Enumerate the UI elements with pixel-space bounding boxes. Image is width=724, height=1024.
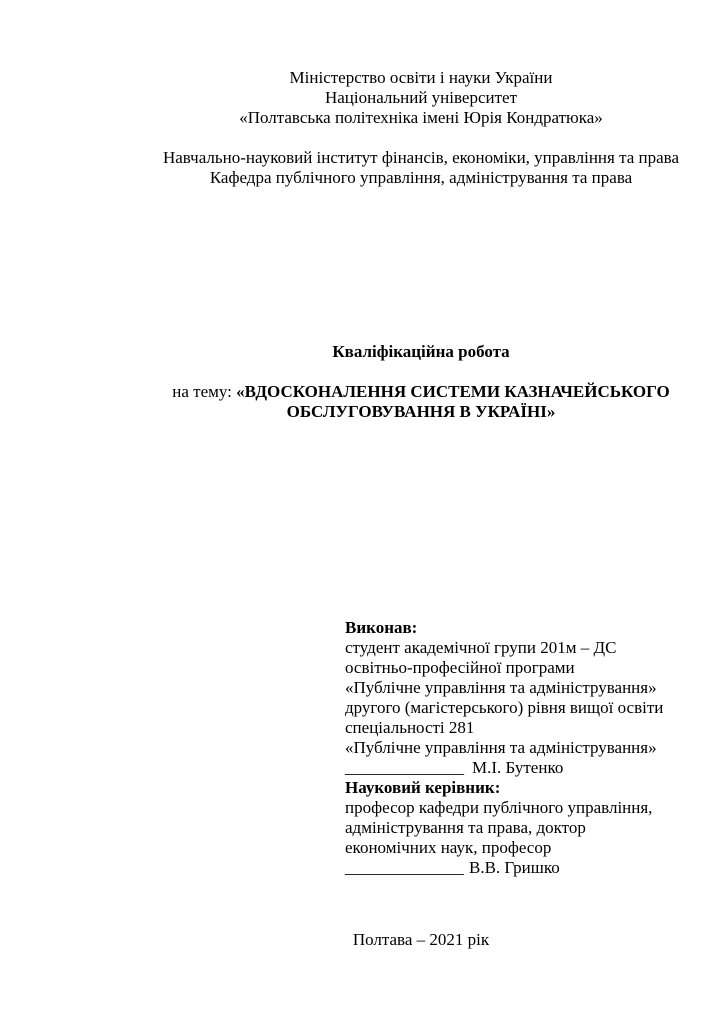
executor-line: другого (магістерського) рівня вищої освіти <box>345 698 664 717</box>
executor-line: спеціальності 281 <box>345 718 475 737</box>
blank-line <box>118 128 724 148</box>
header-block <box>118 68 724 188</box>
supervisor-label: Науковий керівник: <box>345 778 501 797</box>
executor-name: М.І. Бутенко <box>472 758 564 777</box>
blank-line <box>118 362 724 382</box>
executor-line: «Публічне управління та адміністрування» <box>345 678 657 697</box>
executor-line: «Публічне управління та адміністрування» <box>345 738 657 757</box>
supervisor-signature-row <box>345 858 663 878</box>
supervisor-line: економічних наук, професор <box>345 838 552 857</box>
work-type-heading: Кваліфікаційна робота <box>332 342 510 361</box>
university-line: Національний університет <box>324 88 518 107</box>
topic-prefix: на тему: <box>172 382 237 401</box>
executor-signature-row <box>345 758 663 778</box>
supervisor-line: професор кафедри публічного управління, <box>345 798 653 817</box>
executor-line: освітньо-професійної програми <box>345 658 575 677</box>
topic-caps-1: «ВДОСКОНАЛЕННЯ СИСТЕМИ КАЗНАЧЕЙСЬКОГО <box>236 382 670 401</box>
ministry-line: Міністерство освіти і науки України <box>289 68 553 87</box>
signature-blank-line: ______________ <box>345 858 464 877</box>
supervisor-line: адміністрування та права, доктор <box>345 818 586 837</box>
topic-line-1 <box>118 382 724 402</box>
topic-line-2: ОБСЛУГОВУВАННЯ В УКРАЇНІ» <box>286 402 556 421</box>
executor-line: студент академічної групи 201м – ДС <box>345 638 617 657</box>
signature-blank-line: ______________ <box>345 758 464 777</box>
department-line: Кафедра публічного управління, адміністрування та права <box>209 168 633 187</box>
institute-line: Навчально-науковий інститут фінансів, економіки, управління та права <box>162 148 680 167</box>
supervisor-name: В.В. Гришко <box>469 858 560 877</box>
executor-label: Виконав: <box>345 618 418 637</box>
footer-city-year: Полтава – 2021 рік <box>352 930 490 949</box>
university-name-line: «Полтавська політехніка імені Юрія Кондратюка» <box>239 108 603 127</box>
title-block <box>118 342 724 422</box>
author-block <box>345 618 663 878</box>
